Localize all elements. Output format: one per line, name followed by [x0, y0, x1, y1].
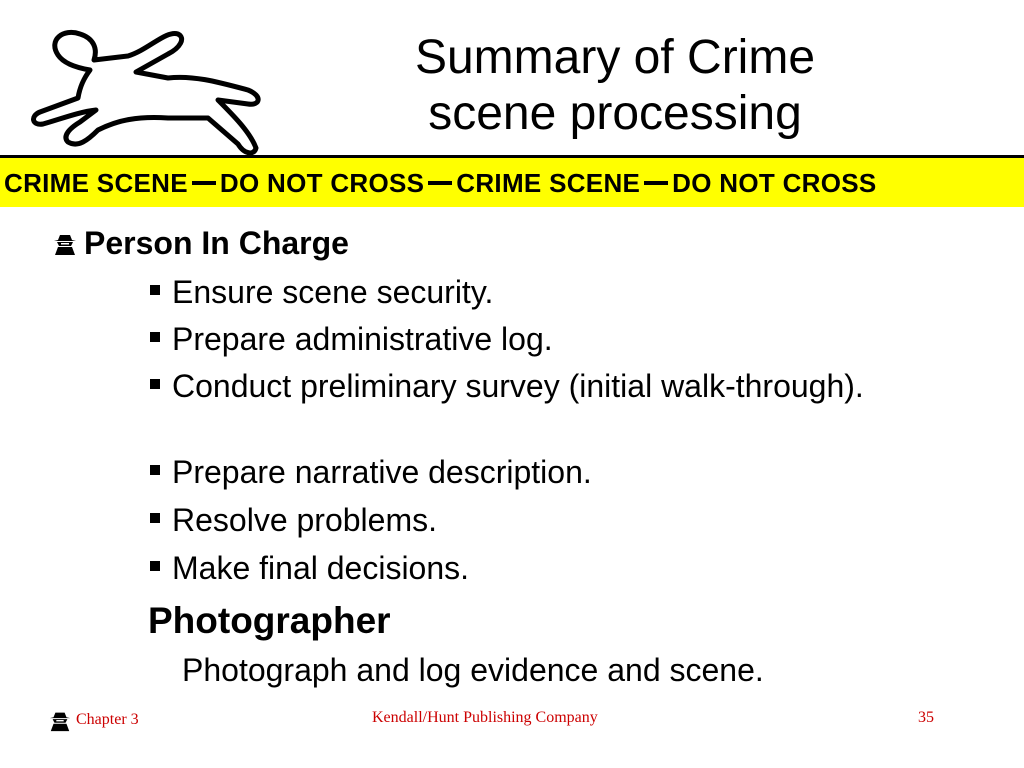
heading-person-in-charge [52, 225, 349, 261]
footer-page-number: 35 [918, 709, 934, 726]
tape-segment: CRIME SCENE [456, 168, 641, 198]
bullet-item [150, 274, 890, 310]
bullet-item [150, 550, 890, 586]
photographer-text: Photograph and log evidence and scene. [182, 652, 764, 688]
bullet-text: Prepare administrative log. [172, 321, 553, 357]
bullet-text: Prepare narrative description. [172, 454, 592, 490]
spy-icon [48, 708, 72, 732]
bullet-item [150, 321, 890, 357]
bullet-text: Make final decisions. [172, 550, 470, 586]
tape-segment: DO NOT CROSS [219, 168, 425, 198]
tape-segment: DO NOT CROSS [672, 168, 877, 198]
tape-segment: CRIME SCENE [4, 168, 188, 198]
title-line-1: Summary of Crime [414, 31, 816, 84]
square-bullet-icon [150, 465, 160, 475]
heading-text: Person In Charge [84, 225, 349, 261]
heading-photographer: Photographer [148, 600, 391, 641]
footer-left [48, 708, 139, 732]
bullet-text: Resolve problems. [172, 502, 437, 538]
footer-chapter: Chapter 3 [76, 711, 139, 728]
square-bullet-icon [150, 379, 160, 389]
bullet-item [150, 454, 890, 490]
square-bullet-icon [150, 285, 160, 295]
bullet-text: Conduct preliminary survey (initial walk-through). [172, 368, 864, 404]
square-bullet-icon [150, 561, 160, 571]
square-bullet-icon [150, 513, 160, 523]
spy-icon [52, 231, 78, 255]
square-bullet-icon [150, 332, 160, 342]
bullet-text: Ensure scene security. [172, 274, 494, 310]
bullet-item [150, 502, 890, 538]
bullet-item [150, 368, 912, 404]
footer-publisher: Kendall/Hunt Publishing Company [372, 709, 598, 726]
slide-footer [0, 700, 1024, 740]
title-line-2: scene processing [428, 87, 802, 140]
